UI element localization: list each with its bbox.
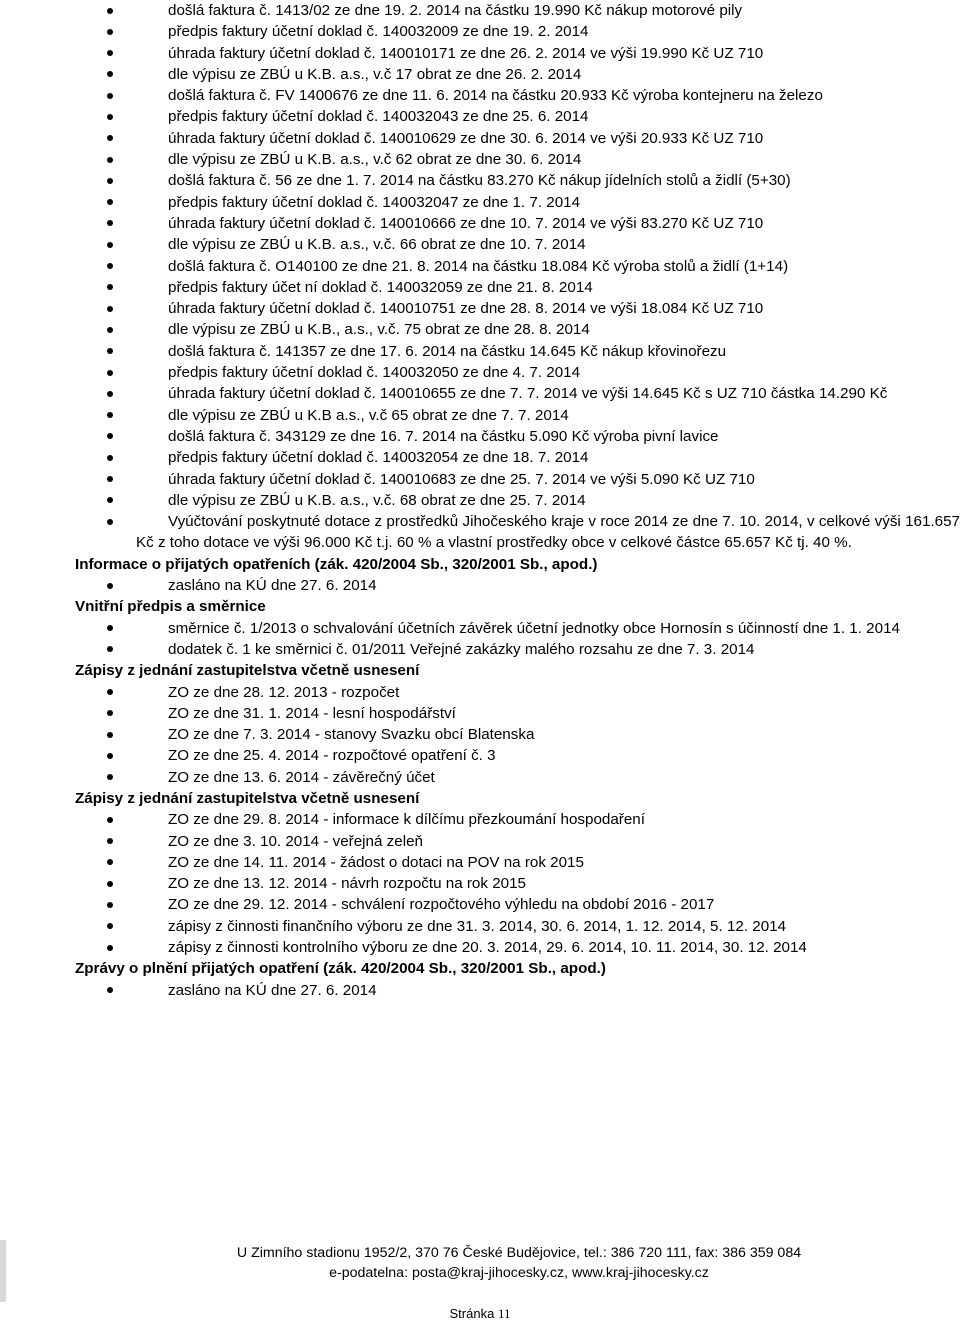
list-item: předpis faktury účetní doklad č. 140032054 ze dne 18. 7. 2014 xyxy=(0,447,960,468)
section-heading-minutes-2: Zápisy z jednání zastupitelstva včetně usnesení xyxy=(75,789,420,807)
list-item: předpis faktury účetní doklad č. 140032043 ze dne 25. 6. 2014 xyxy=(0,106,960,127)
list-item: úhrada faktury účetní doklad č. 140010171 ze dne 26. 2. 2014 ve výši 19.990 Kč UZ 710 xyxy=(0,43,960,64)
page-number-value: 11 xyxy=(497,1306,511,1321)
list-item: zasláno na KÚ dne 27. 6. 2014 xyxy=(0,575,960,596)
section-heading-directives: Vnitřní předpis a směrnice xyxy=(75,598,266,616)
page-number xyxy=(0,1306,960,1322)
directives-list xyxy=(0,618,960,639)
minutes-list-2 xyxy=(0,809,960,958)
invoice-list-2 xyxy=(0,405,960,511)
directives-list-cont xyxy=(0,639,960,660)
list-item: ZO ze dne 31. 1. 2014 - lesní hospodářství xyxy=(0,703,960,724)
list-item: úhrada faktury účetní doklad č. 140010655 ze dne 7. 7. 2014 ve výši 14.645 Kč s UZ 710 částka 14.290 Kč xyxy=(0,383,960,404)
list-item: ZO ze dne 25. 4. 2014 - rozpočtové opatření č. 3 xyxy=(0,745,960,766)
footer xyxy=(0,1243,960,1283)
list-item: předpis faktury účetní doklad č. 140032009 ze dne 19. 2. 2014 xyxy=(0,21,960,42)
list-item: dle výpisu ze ZBÚ u K.B. a.s., v.č 62 obrat ze dne 30. 6. 2014 xyxy=(0,149,960,170)
list-item: předpis faktury účet ní doklad č. 140032059 ze dne 21. 8. 2014 xyxy=(0,277,960,298)
list-item: úhrada faktury účetní doklad č. 140010666 ze dne 10. 7. 2014 ve výši 83.270 Kč UZ 710 xyxy=(0,213,960,234)
list-item: úhrada faktury účetní doklad č. 140010751 ze dne 28. 8. 2014 ve výši 18.084 Kč UZ 710 xyxy=(0,298,960,319)
section-heading-info: Informace o přijatých opatřeních (zák. 420/2004 Sb., 320/2001 Sb., apod.) xyxy=(75,555,598,573)
list-item: předpis faktury účetní doklad č. 140032050 ze dne 4. 7. 2014 xyxy=(0,362,960,383)
list-item: zápisy z činnosti kontrolního výboru ze dne 20. 3. 2014, 29. 6. 2014, 10. 11. 2014, 30. 12. 2014 xyxy=(0,937,960,958)
list-item: ZO ze dne 29. 12. 2014 - schválení rozpočtového výhledu na období 2016 - 2017 xyxy=(0,894,960,915)
subsidy-list xyxy=(0,511,960,554)
invoice-list-cont xyxy=(0,383,960,404)
list-item: dodatek č. 1 ke směrnici č. 01/2011 Veřejné zakázky malého rozsahu ze dne 7. 3. 2014 xyxy=(0,639,960,660)
list-item: ZO ze dne 13. 6. 2014 - závěrečný účet xyxy=(0,767,960,788)
footer-contact: e-podatelna: posta@kraj-jihocesky.cz, www.kraj-jihocesky.cz xyxy=(329,1265,709,1281)
reports-list xyxy=(0,980,960,1001)
list-item: dle výpisu ze ZBÚ u K.B. a.s., v.č. 68 obrat ze dne 25. 7. 2014 xyxy=(0,490,960,511)
list-item: dle výpisu ze ZBÚ u K.B. a.s., v.č. 66 obrat ze dne 10. 7. 2014 xyxy=(0,234,960,255)
list-item: ZO ze dne 28. 12. 2013 - rozpočet xyxy=(0,682,960,703)
invoice-list xyxy=(0,0,960,383)
section-heading-minutes-1: Zápisy z jednání zastupitelstva včetně usnesení xyxy=(75,662,420,680)
list-item: ZO ze dne 14. 11. 2014 - žádost o dotaci na POV na rok 2015 xyxy=(0,852,960,873)
list-item: dle výpisu ze ZBÚ u K.B. a.s., v.č 17 obrat ze dne 26. 2. 2014 xyxy=(0,64,960,85)
list-item: dle výpisu ze ZBÚ u K.B., a.s., v.č. 75 obrat ze dne 28. 8. 2014 xyxy=(0,319,960,340)
list-item: ZO ze dne 13. 12. 2014 - návrh rozpočtu na rok 2015 xyxy=(0,873,960,894)
list-item: úhrada faktury účetní doklad č. 140010629 ze dne 30. 6. 2014 ve výši 20.933 Kč UZ 710 xyxy=(0,128,960,149)
list-item: došlá faktura č. 343129 ze dne 16. 7. 2014 na částku 5.090 Kč výroba pivní lavice xyxy=(0,426,960,447)
section-heading-reports: Zprávy o plnění přijatých opatření (zák. 420/2004 Sb., 320/2001 Sb., apod.) xyxy=(75,960,606,978)
list-item: došlá faktura č. FV 1400676 ze dne 11. 6. 2014 na částku 20.933 Kč výroba kontejneru na železo xyxy=(0,85,960,106)
list-item: došlá faktura č. O140100 ze dne 21. 8. 2014 na částku 18.084 Kč výroba stolů a židlí (1+14) xyxy=(0,256,960,277)
footer-address: U Zimního stadionu 1952/2, 370 76 České Budějovice, tel.: 386 720 111, fax: 386 359 084 xyxy=(236,1245,802,1261)
list-item: zasláno na KÚ dne 27. 6. 2014 xyxy=(0,980,960,1001)
list-item: dle výpisu ze ZBÚ u K.B a.s., v.č 65 obrat ze dne 7. 7. 2014 xyxy=(0,405,960,426)
list-item: ZO ze dne 7. 3. 2014 - stanovy Svazku obcí Blatenska xyxy=(0,724,960,745)
list-item: došlá faktura č. 141357 ze dne 17. 6. 2014 na částku 14.645 Kč nákup křovinořezu xyxy=(0,341,960,362)
list-item: předpis faktury účetní doklad č. 140032047 ze dne 1. 7. 2014 xyxy=(0,192,960,213)
list-item: došlá faktura č. 1413/02 ze dne 19. 2. 2014 na částku 19.990 Kč nákup motorové pily xyxy=(0,0,960,21)
list-item: zápisy z činnosti finančního výboru ze dne 31. 3. 2014, 30. 6. 2014, 1. 12. 2014, 5. 12. 2014 xyxy=(0,916,960,937)
list-item: Vyúčtování poskytnuté dotace z prostředků Jihočeského kraje v roce 2014 ze dne 7. 10. 2014, v celkové výši 161.657 Kč z toho dotace ve výši 96.000 Kč t.j. 60 % a vlastní prostředky obce v celkové částce 65.657 Kč tj. 40 %. xyxy=(0,511,960,554)
list-item: ZO ze dne 29. 8. 2014 - informace k dílčímu přezkoumání hospodaření xyxy=(0,809,960,830)
page-label: Stránka xyxy=(449,1306,495,1321)
list-item: úhrada faktury účetní doklad č. 140010683 ze dne 25. 7. 2014 ve výši 5.090 Kč UZ 710 xyxy=(0,469,960,490)
list-item: směrnice č. 1/2013 o schvalování účetních závěrek účetní jednotky obce Hornosín s účinností dne 1. 1. 2014 xyxy=(0,618,960,639)
info-list xyxy=(0,575,960,596)
list-item: ZO ze dne 3. 10. 2014 - veřejná zeleň xyxy=(0,831,960,852)
minutes-list-1 xyxy=(0,682,960,788)
list-item: došlá faktura č. 56 ze dne 1. 7. 2014 na částku 83.270 Kč nákup jídelních stolů a židlí (5+30) xyxy=(0,170,960,191)
